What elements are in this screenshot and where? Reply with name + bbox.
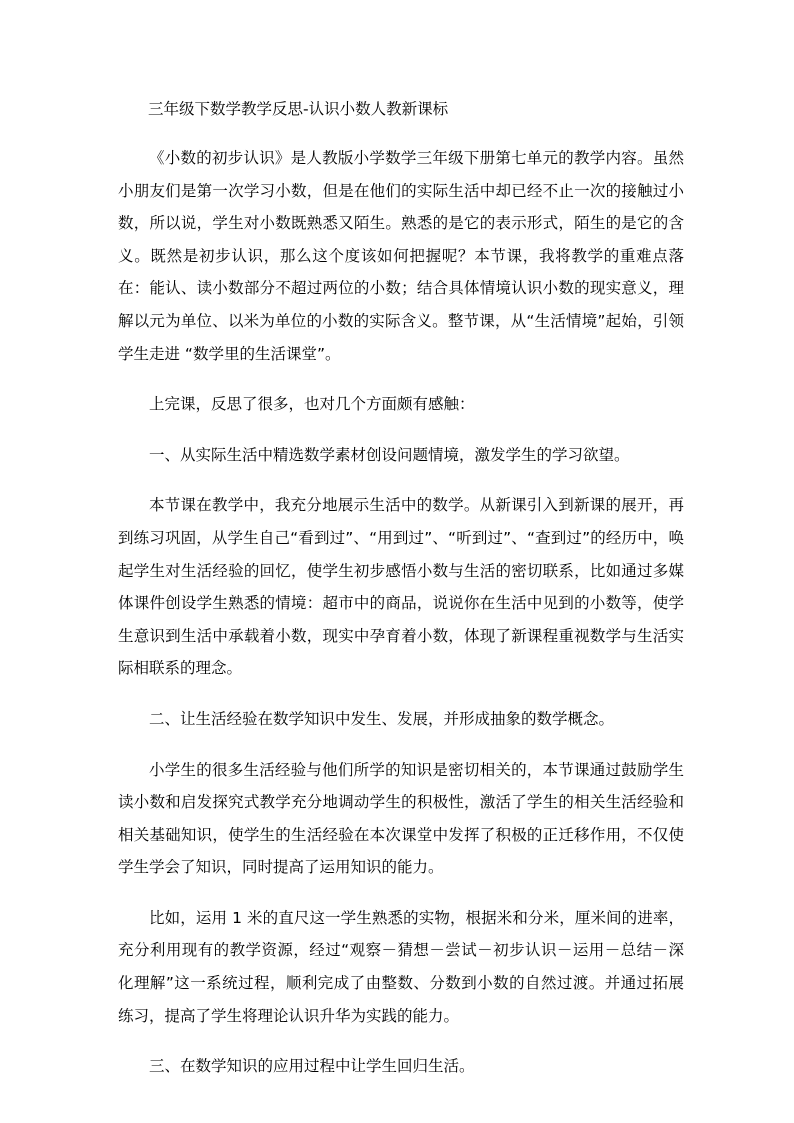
document-title: 三年级下数学教学反思-认识小数人教新课标	[148, 100, 449, 118]
paragraph-reflection-lead: 上完课，反思了很多，也对几个方面颇有感触：	[149, 395, 475, 414]
paragraph-section-2-example: 比如，运用 1 米的直尺这一学生熟悉的实物，根据米和分米，厘米间的进率，充分利用现有的教学资源，经过“观察－猜想－尝试－初步认识－运用－总结－深化理解”这一系统过程，顺利完成了由整数、分数到小数的自然过渡。并通过拓展练习，提高了学生将理论认识升华为实践的能力。	[118, 908, 684, 1025]
section-heading-1: 一、从实际生活中精选数学素材创设问题情境，激发学生的学习欲望。	[149, 445, 630, 464]
paragraph-intro: 《小数的初步认识》是人教版小学数学三年级下册第七单元的教学内容。虽然小朋友们是第一次学习小数，但是在他们的实际生活中却已经不止一次的接触过小数，所以说，学生对小数既熟悉又陌生。熟悉的是它的表示形式，陌生的是它的含义。既然是初步认识，那么这个度该如何把握呢？本节课，我将教学的重难点落在：能认、读小数部分不超过两位的小数；结合具体情境认识小数的现实意义，理解以元为单位、以米为单位的小数的实际含义。整节课，从“生活情境”起始，引领学生走进 “数学里的生活课堂”。	[118, 149, 684, 363]
section-heading-3: 三、在数学知识的应用过程中让学生回归生活。	[149, 1057, 475, 1076]
paragraph-section-2: 小学生的很多生活经验与他们所学的知识是密切相关的，本节课通过鼓励学生读小数和启发探究式教学充分地调动学生的积极性，激活了学生的相关生活经验和相关基础知识，使学生的生活经验在本次课堂中发挥了积极的正迁移作用，不仅使学生学会了知识，同时提高了运用知识的能力。	[118, 760, 684, 877]
document-body	[118, 98, 684, 1101]
paragraph-section-1: 本节课在教学中，我充分地展示生活中的数学。从新课引入到新课的展开，再到练习巩固，从学生自己“看到过”、“用到过”、“听到过”、“查到过”的经历中，唤起学生对生活经验的回忆，使学生初步感悟小数与生活的密切联系，比如通过多媒体课件创设学生熟悉的情境：超市中的商品，说说你在生活中见到的小数等，使学生意识到生活中承载着小数，现实中孕育着小数，体现了新课程重视数学与生活实际相联系的理念。	[118, 496, 684, 678]
section-heading-2: 二、让生活经验在数学知识中发生、发展，并形成抽象的数学概念。	[149, 709, 615, 728]
